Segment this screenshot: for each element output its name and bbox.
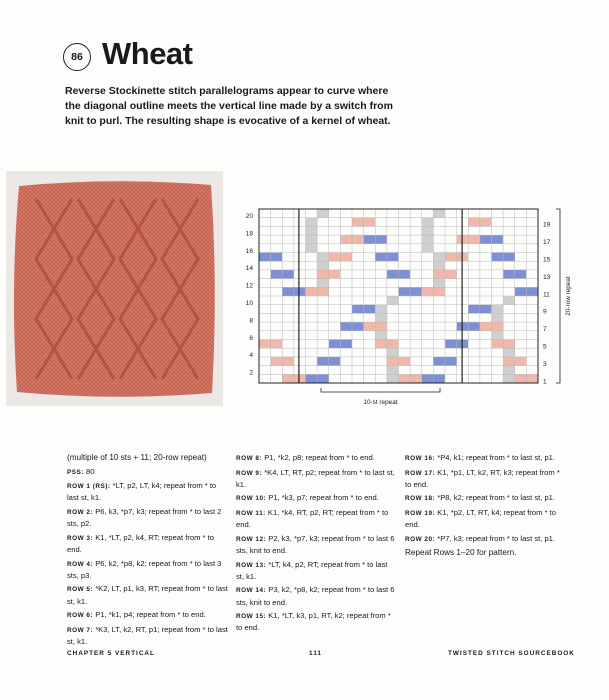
chart-cell	[503, 296, 515, 305]
row-label-8: 8	[249, 317, 253, 325]
pattern-number-badge: 86	[63, 43, 91, 71]
row-label-11: 11	[543, 291, 550, 299]
chart-cell	[433, 279, 445, 288]
chart-cell	[422, 244, 434, 253]
row-label-1: 1	[543, 378, 547, 386]
chart-cell	[492, 331, 504, 340]
chart-cell	[306, 235, 318, 244]
chart-cell	[306, 244, 318, 253]
chart-cell	[433, 253, 445, 262]
row-label-10: 10	[245, 300, 253, 307]
chart-cell	[317, 261, 329, 270]
chart-cell	[317, 253, 329, 262]
chart-cell	[503, 348, 515, 357]
chart-cell	[503, 366, 515, 375]
row-label-2: 2	[249, 369, 253, 377]
footer-book-title: TWISTED STITCH SOURCEBOOK	[448, 650, 575, 657]
instructions-column-1: (multiple of 10 sts + 11; 20-row repeat) PSS: 80 ROW 1 (RS): *LT, p2, LT, k4; repeat from * to last st, k1. ROW 2: P6, k3, *p7, k3; repeat from * to last 2 sts, p2. ROW 3: K1, *LT, p2, k4, RT; repeat from * to end. ROW 4: P6, k2, *p8, k2; repeat from * to last 3 sts, p3. ROW 5: *K2, LT, p1, k3, RT; repeat from * to last st, k1. ROW 6: P1, *k1, p4; repeat from * to end. ROW 7: *K3, LT, k2, RT, p1; repeat from * to last st, k1.	[67, 453, 228, 646]
instructions-column-2: ROW 8: P1, *k2, p8; repeat from * to end. ROW 9: *K4, LT, RT, p2; repeat from * to last st, k1. ROW 10: P1, *k3, p7; repeat from * to end. ROW 11: K1, *k4, RT, p2, RT; repeat from * to end. ROW 12: P2, k3, *p7, k3; repeat from * to last 6 sts, knit to end. ROW 13: *LT, k4, p2, RT; repeat from * to last st, k1. ROW 14: P3, k2, *p8, k2; repeat from * to last 6 sts, knit to end. ROW 15: K1, *LT, k3, p1, RT, k2; repeat from * to end.	[236, 453, 395, 633]
chart-cell	[387, 366, 399, 375]
row-label-5: 5	[543, 343, 547, 351]
row-label-9: 9	[543, 308, 547, 316]
chart-cell	[492, 305, 504, 314]
chart-cell	[387, 296, 399, 305]
chart-cell	[306, 218, 318, 227]
row-label-18: 18	[245, 230, 253, 238]
repeat-rows-note: Repeat Rows 1–20 for pattern.	[405, 548, 517, 558]
chart-cell	[433, 209, 445, 218]
row-label-20: 20	[245, 213, 253, 220]
stitch-chart	[237, 205, 577, 415]
chart-cell	[317, 209, 329, 218]
row-label-16: 16	[245, 247, 253, 255]
chart-cell	[375, 305, 387, 314]
stitch-multiple-note: (multiple of 10 sts + 11; 20-row repeat)	[67, 453, 207, 462]
chart-cell	[422, 218, 434, 227]
row-label-4: 4	[249, 352, 253, 360]
chart-cell	[375, 331, 387, 340]
row-label-12: 12	[245, 282, 253, 290]
row-label-6: 6	[249, 334, 253, 342]
chart-cell	[422, 226, 434, 235]
chart-cell	[387, 348, 399, 357]
row-label-13: 13	[543, 273, 551, 281]
row-label-14: 14	[245, 265, 253, 273]
chart-cell	[433, 261, 445, 270]
knitted-swatch-photo	[6, 171, 223, 406]
footer-page-number: 111	[309, 650, 322, 657]
row-label-15: 15	[543, 256, 551, 264]
row-label-19: 19	[543, 221, 551, 229]
instructions-column-3: ROW 16: *P4, k1; repeat from * to last st, p1. ROW 17: K1, *p1, LT, k2, RT, k3; repeat from * to end. ROW 18: *P8, k2; repeat from * to last st, p1. ROW 19: K1, *p2, LT, RT, k4; repeat from * to end. ROW 20: *P7, k3; repeat from * to last st, p1. Repeat Rows 1–20 for pattern.	[405, 452, 563, 561]
chart-cell	[306, 226, 318, 235]
page-title: Wheat	[102, 36, 193, 71]
chart-cell	[422, 235, 434, 244]
chart-cell	[317, 279, 329, 288]
chart-cell	[503, 374, 515, 383]
footer-chapter: CHAPTER 5 VERTICAL	[67, 650, 155, 657]
repeat-width-label: 10-st repeat	[363, 399, 398, 406]
row-label-3: 3	[543, 360, 547, 368]
chart-cell	[492, 313, 504, 322]
row-label-7: 7	[543, 326, 547, 334]
chart-cell	[375, 313, 387, 322]
chart-cell	[387, 374, 399, 383]
repeat-height-label: 20-row repeat	[565, 276, 572, 316]
chart-grid	[259, 209, 538, 383]
pattern-description: Reverse Stockinette stitch parallelograms appear to curve where the diagonal outline meets the vertical line made by a switch from knit to purl. The resulting shape is evocative of a kernel of wheat.	[65, 85, 393, 127]
row-label-17: 17	[543, 239, 551, 247]
